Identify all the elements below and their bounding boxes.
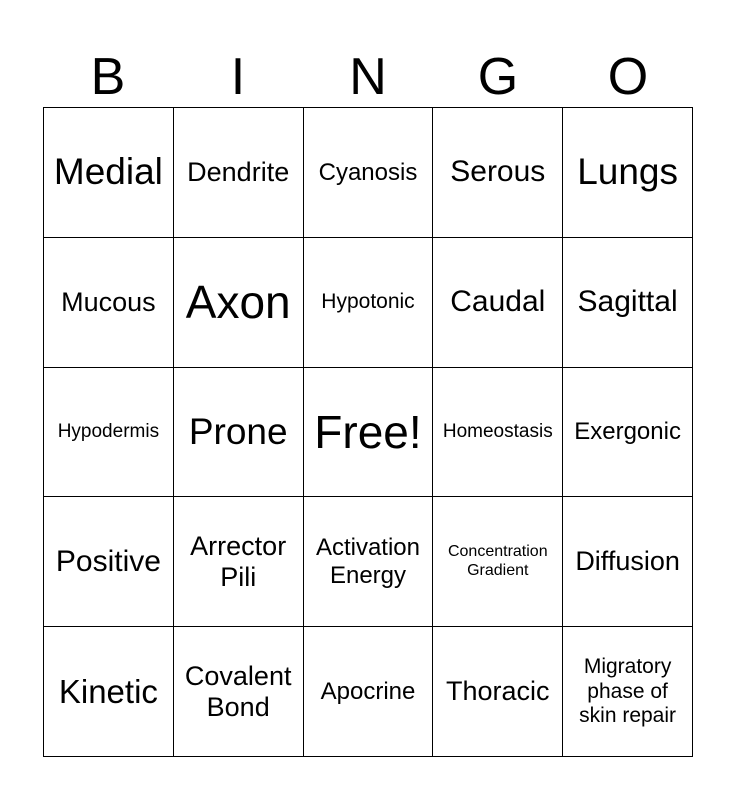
cell-label: Hypodermis bbox=[57, 421, 160, 443]
bingo-cell[interactable] bbox=[433, 108, 563, 238]
cell-label: Medial bbox=[53, 151, 163, 193]
cell-label: Arrector Pili bbox=[190, 530, 287, 592]
bingo-cell[interactable] bbox=[174, 368, 304, 498]
bingo-cell[interactable] bbox=[174, 108, 304, 238]
cell-label: Apocrine bbox=[320, 677, 416, 705]
bingo-cell[interactable] bbox=[433, 368, 563, 498]
bingo-cell[interactable] bbox=[563, 497, 693, 627]
cell-label: Caudal bbox=[450, 284, 546, 318]
bingo-cell[interactable] bbox=[304, 108, 434, 238]
cell-label: Prone bbox=[188, 410, 288, 452]
cell-label: Concentration Gradient bbox=[447, 543, 548, 579]
cell-label: Migratory phase of skin repair bbox=[579, 655, 677, 727]
bingo-cell[interactable] bbox=[44, 627, 174, 757]
bingo-cell[interactable] bbox=[44, 238, 174, 368]
cell-label: Axon bbox=[185, 275, 291, 328]
header-letter-i: I bbox=[230, 48, 246, 106]
cell-label: Homeostasis bbox=[442, 421, 553, 443]
header-letter-n: N bbox=[349, 48, 387, 106]
bingo-cell[interactable] bbox=[304, 627, 434, 757]
bingo-cell[interactable] bbox=[563, 368, 693, 498]
bingo-cell[interactable] bbox=[44, 368, 174, 498]
cell-label: Exergonic bbox=[574, 418, 681, 446]
bingo-cell[interactable] bbox=[563, 238, 693, 368]
header-letter-o: O bbox=[607, 48, 649, 106]
bingo-cell[interactable] bbox=[174, 238, 304, 368]
cell-label: Lungs bbox=[577, 151, 678, 193]
cell-label: Thoracic bbox=[446, 676, 550, 707]
bingo-board bbox=[43, 107, 693, 757]
bingo-cell[interactable] bbox=[563, 627, 693, 757]
bingo-cell[interactable] bbox=[44, 497, 174, 627]
bingo-cell[interactable] bbox=[304, 238, 434, 368]
bingo-cell[interactable] bbox=[433, 497, 563, 627]
bingo-cell[interactable] bbox=[174, 497, 304, 627]
cell-label: Hypotonic bbox=[321, 290, 415, 314]
bingo-header bbox=[43, 48, 693, 106]
bingo-cell[interactable] bbox=[174, 627, 304, 757]
cell-label: Serous bbox=[450, 155, 546, 189]
bingo-cell[interactable] bbox=[304, 497, 434, 627]
header-letter-g: G bbox=[477, 48, 519, 106]
free-space-cell[interactable] bbox=[304, 368, 434, 498]
cell-label: Dendrite bbox=[187, 156, 290, 187]
free-space-label: Free! bbox=[314, 405, 422, 458]
bingo-cell[interactable] bbox=[433, 238, 563, 368]
header-letter-b: B bbox=[90, 48, 126, 106]
cell-label: Diffusion bbox=[575, 546, 680, 577]
cell-label: Covalent Bond bbox=[184, 660, 292, 722]
cell-label: Cyanosis bbox=[318, 158, 418, 186]
bingo-cell[interactable] bbox=[563, 108, 693, 238]
cell-label: Activation Energy bbox=[315, 534, 421, 589]
cell-label: Kinetic bbox=[58, 672, 158, 710]
cell-label: Sagittal bbox=[577, 284, 678, 318]
bingo-cell[interactable] bbox=[44, 108, 174, 238]
bingo-cell[interactable] bbox=[433, 627, 563, 757]
cell-label: Positive bbox=[55, 544, 161, 578]
cell-label: Mucous bbox=[61, 286, 156, 317]
